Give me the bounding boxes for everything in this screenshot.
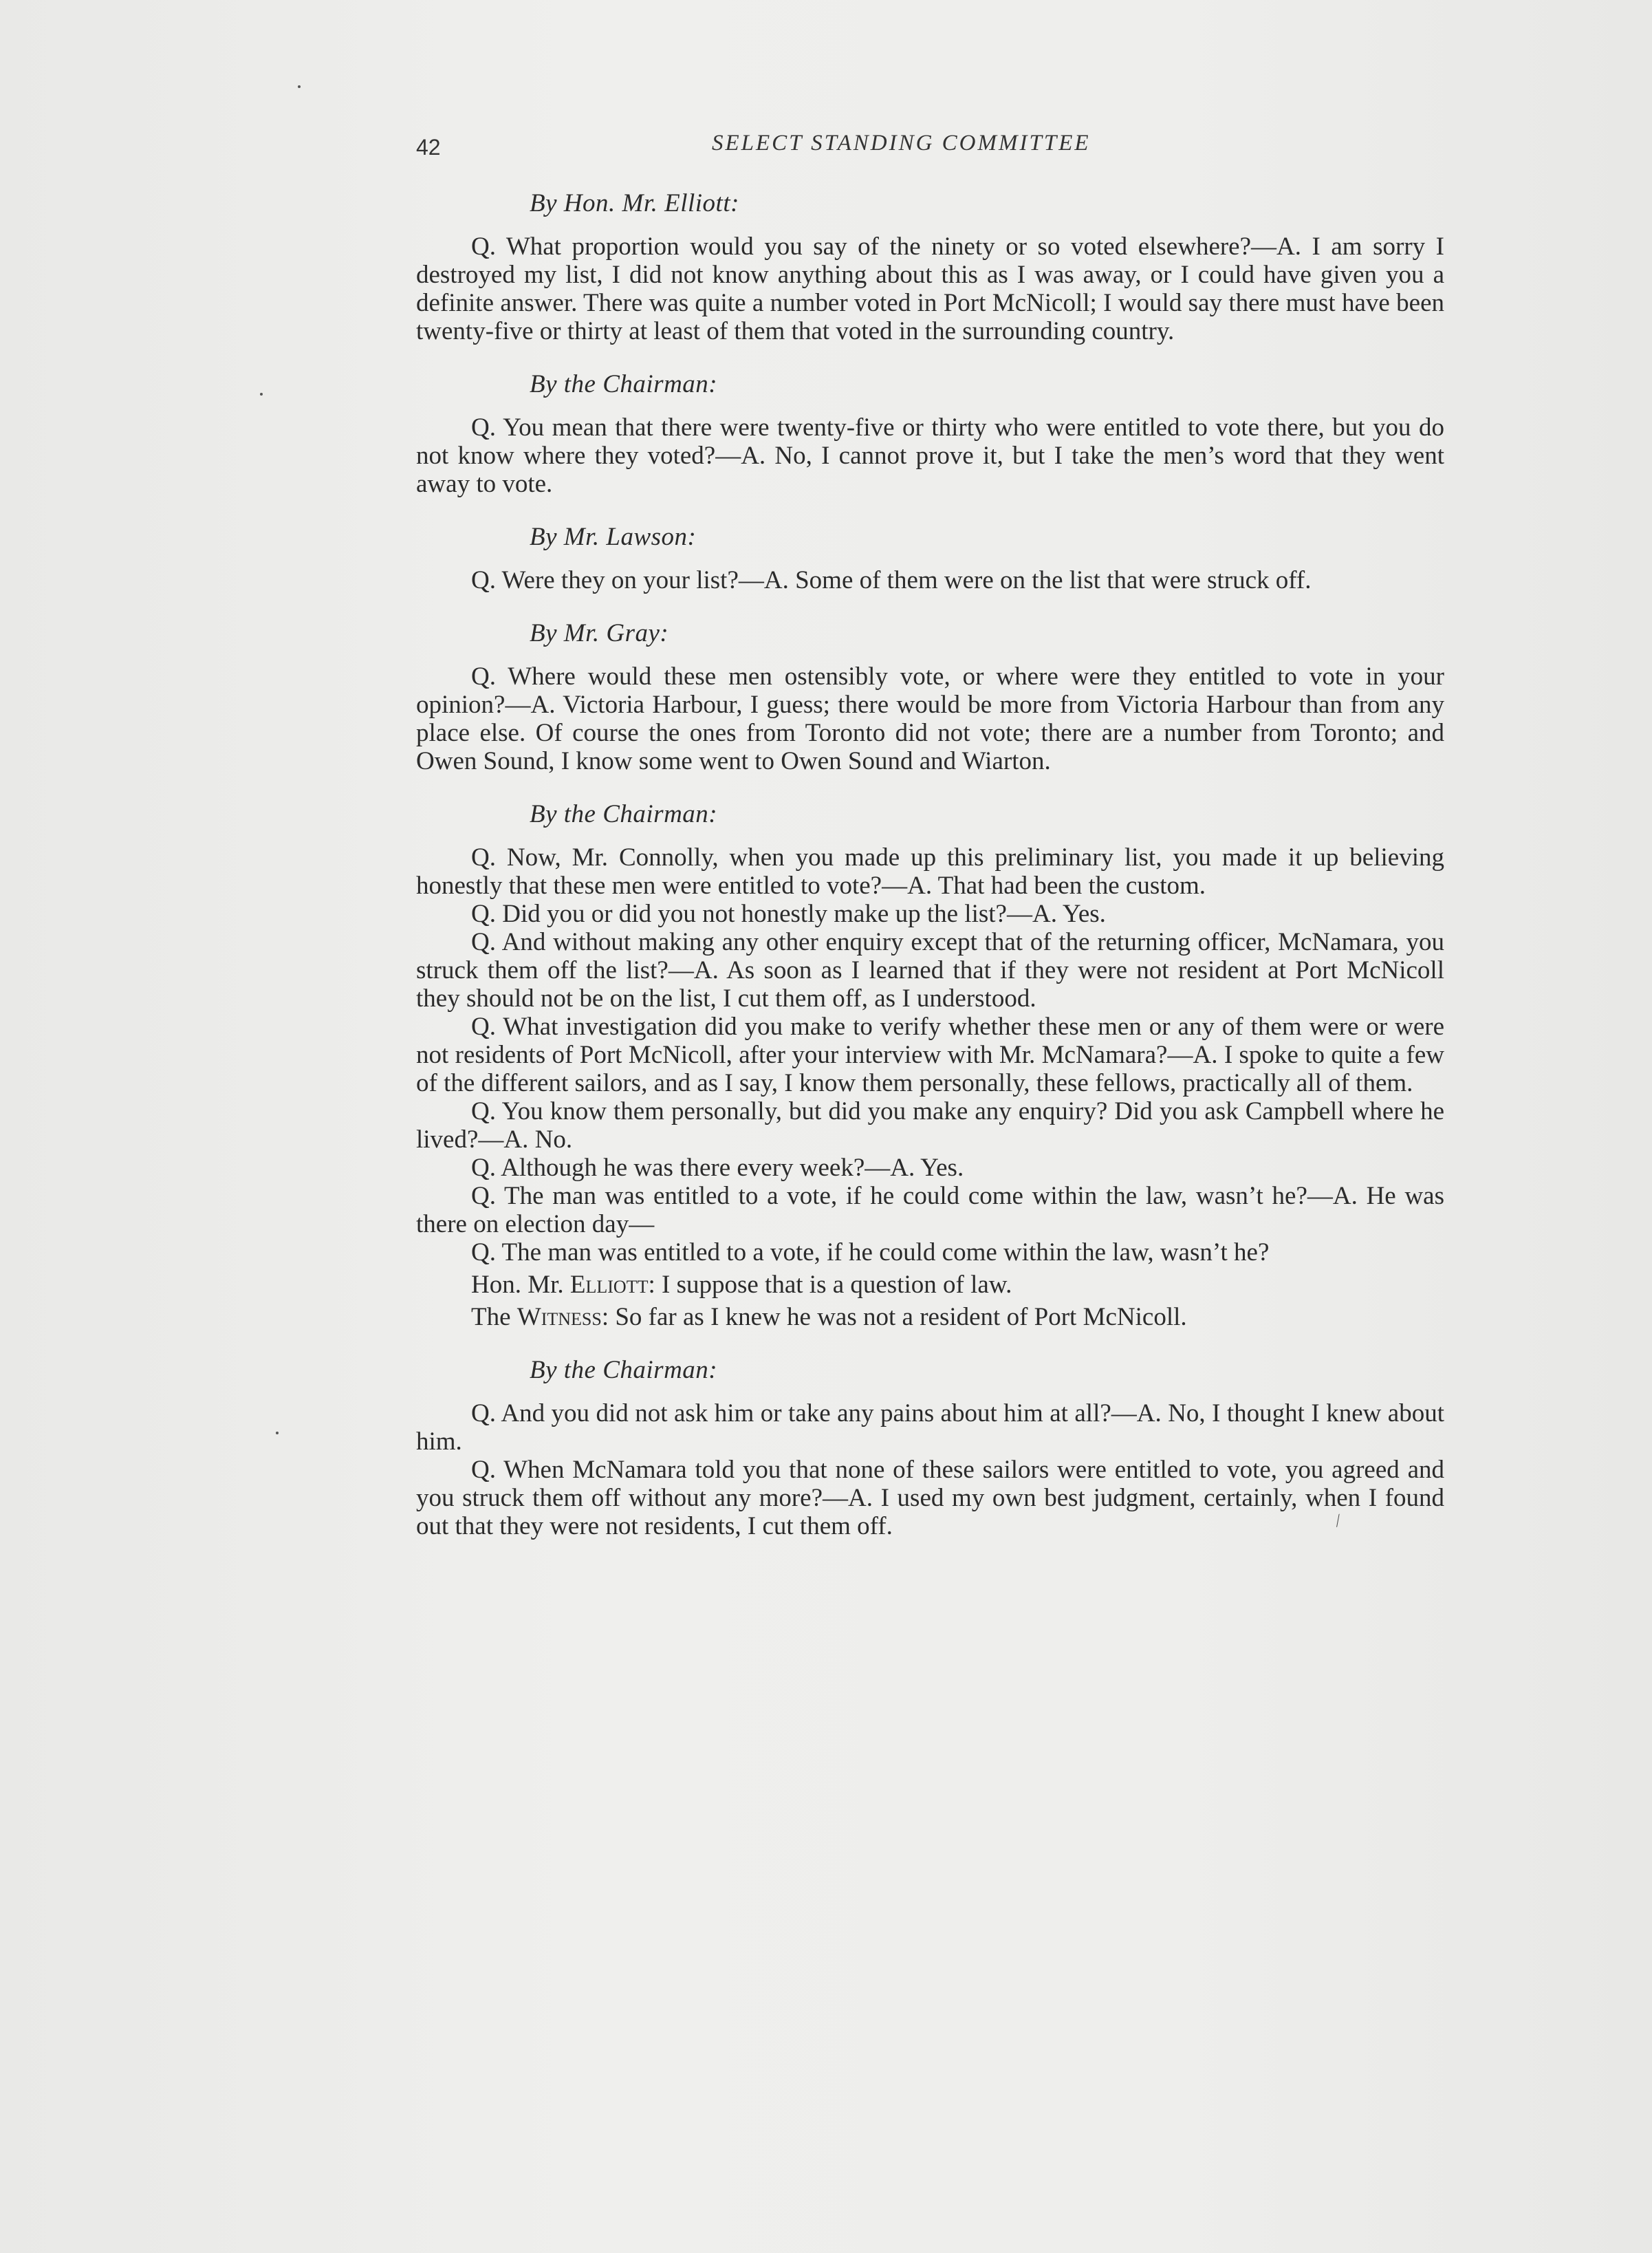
testimony-paragraph: Q. Now, Mr. Connolly, when you made up this preliminary list, you made it up believing honestly that these men were entitled to vote?—A. That had been the custom. (416, 843, 1444, 900)
testimony-paragraph: Q. Although he was there every week?—A. Yes. (471, 1154, 964, 1182)
questioner-heading: By Mr. Lawson: (530, 523, 697, 551)
questioner-heading: By the Chairman: (530, 800, 718, 828)
testimony-paragraph: Q. Were they on your list?—A. Some of them were on the list that were struck off. (471, 566, 1312, 594)
page-number: 42 (416, 135, 441, 160)
speaker-prefix: Hon. Mr. (471, 1271, 570, 1299)
transcript-body (416, 189, 1444, 1540)
questioner-heading: By the Chairman: (530, 1356, 718, 1384)
questioner-heading: By the Chairman: (530, 370, 718, 398)
speaker-statement (416, 1303, 1444, 1331)
scan-speck (276, 1432, 279, 1434)
testimony-paragraph: Q. You mean that there were twenty-five or thirty who were entitled to vote there, but you do not know where they voted?—A. No, I cannot prove it, but I take the men’s word that they went away to vote. (416, 413, 1444, 498)
testimony-paragraph: Q. The man was entitled to a vote, if he could come within the law, wasn’t he? (471, 1238, 1270, 1266)
speaker-name: Elliott (569, 1271, 649, 1299)
testimony-paragraph: Q. You know them personally, but did you make any enquiry? Did you ask Campbell where he lived?—A. No. (416, 1097, 1444, 1154)
questioner-heading: By Hon. Mr. Elliott: (530, 189, 739, 217)
speaker-prefix: The (471, 1303, 517, 1331)
testimony-paragraph: Q. Where would these men ostensibly vote, or where were they entitled to vote in your opinion?—A. Victoria Harbour, I guess; there would be more from Victoria Harbour than from any place else. Of course the ones from Toronto did not vote; there are a number from Toronto; and Owen Sound, I know some went to Owen Sound and Wiarton. (416, 662, 1444, 775)
pencil-tick-mark: ⁄ (1333, 1512, 1344, 1530)
questioner-heading: By Mr. Gray: (530, 619, 669, 647)
speaker-text: : So far as I knew he was not a resident of Port McNicoll. (601, 1303, 1187, 1331)
testimony-paragraph: Q. And without making any other enquiry except that of the returning officer, McNamara, you struck them off the list?—A. As soon as I learned that if they were not resident at Port McNicoll they should not be on the list, I cut them off, as I understood. (416, 928, 1444, 1013)
testimony-paragraph: Q. What proportion would you say of the ninety or so voted elsewhere?—A. I am sorry I destroyed my list, I did not know anything about this as I was away, or I could have given you a definite answer. There was quite a number voted in Port McNicoll; I would say there must have been twenty-five or thirty at least of them that voted in the surrounding country. (416, 233, 1444, 345)
testimony-paragraph: Q. The man was entitled to a vote, if he could come within the law, wasn’t he?—A. He was there on election day— (416, 1182, 1444, 1238)
scan-speck (298, 85, 301, 88)
speaker-name: Witness (517, 1303, 602, 1331)
testimony-paragraph: Q. When McNamara told you that none of these sailors were entitled to vote, you agreed and you struck them off without any more?—A. I used my own best judgment, certainly, when I found out that they were not residents, I cut them off. (416, 1456, 1444, 1540)
speaker-text: : I suppose that is a question of law. (648, 1271, 1012, 1299)
speaker-statement (416, 1271, 1444, 1299)
running-head: SELECT STANDING COMMITTEE (712, 131, 1091, 155)
testimony-paragraph: Q. And you did not ask him or take any pains about him at all?—A. No, I thought I knew about him. (416, 1399, 1444, 1456)
testimony-paragraph: Q. What investigation did you make to verify whether these men or any of them were or were not residents of Port McNicoll, after your interview with Mr. McNamara?—A. I spoke to quite a few of the different sailors, and as I say, I know them personally, these fellows, practically all of them. (416, 1013, 1444, 1097)
testimony-paragraph: Q. Did you or did you not honestly make up the list?—A. Yes. (471, 900, 1106, 928)
scan-speck (260, 393, 263, 396)
page-header (416, 131, 1448, 165)
